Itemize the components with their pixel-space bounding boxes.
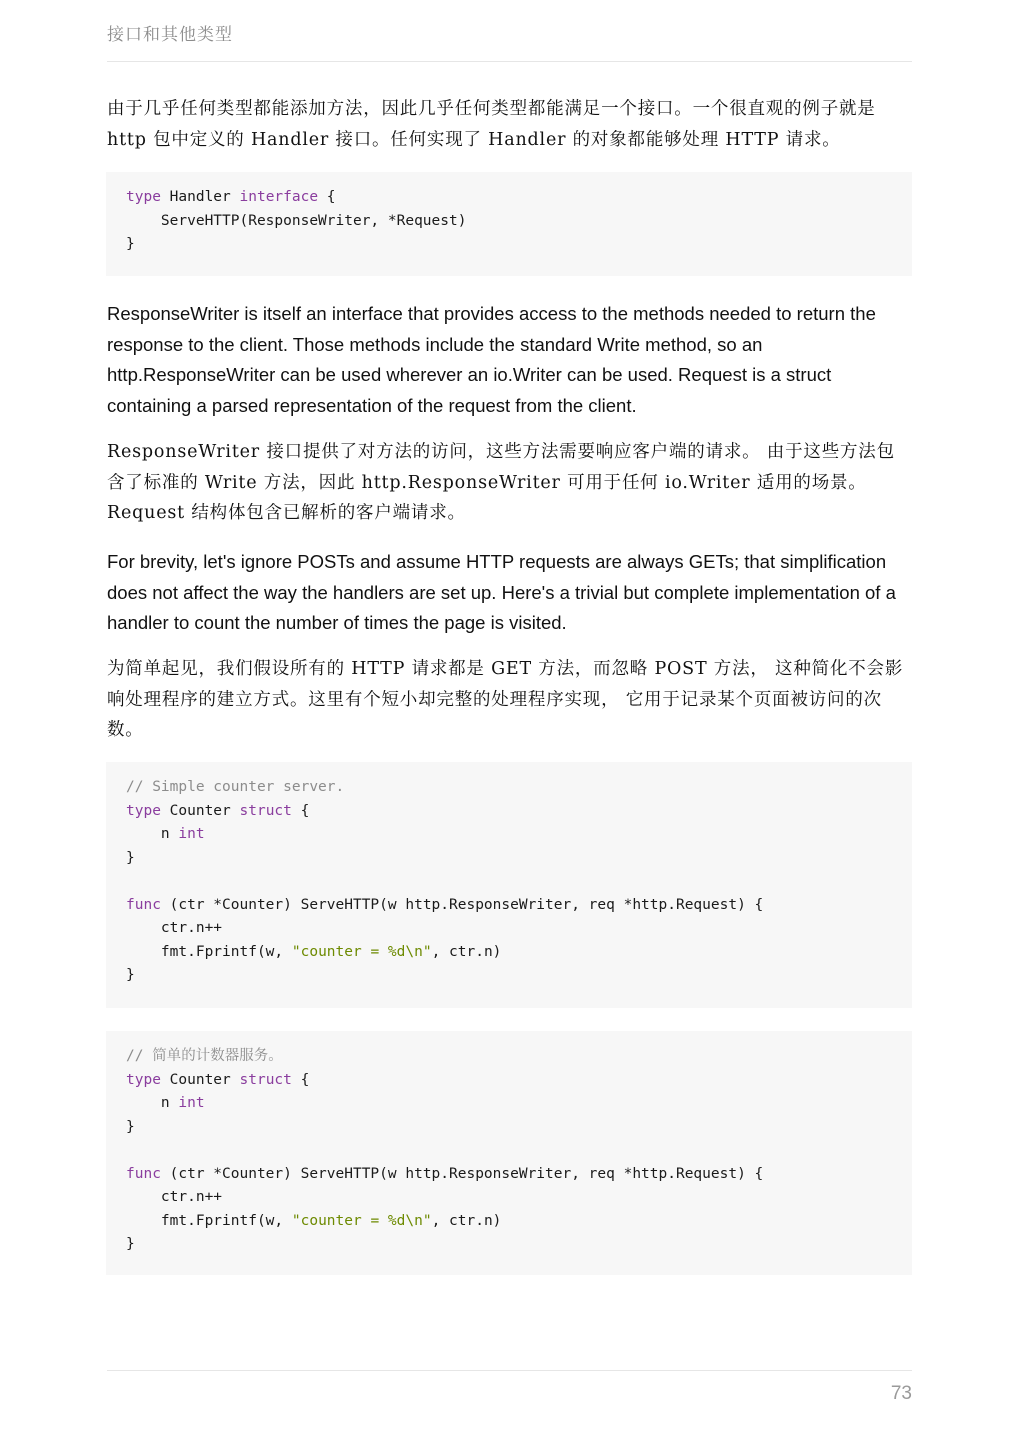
code-block-handler [106,172,912,276]
code-line [126,1210,892,1234]
page-header [107,22,912,62]
paragraph-brevity-en: For brevity, let's ignore POSTs and assume HTTP requests are always GETs; that simplification does not affect the way the handlers are set up. Here's a trivial but complete implementation of a handler to count the number of times the page is visited. [107,551,896,633]
code-text: (ctr *Counter) ServeHTTP(w http.ResponseWriter, req *http.Request) { [160,1165,764,1182]
code-blank-line [126,870,892,894]
code-line [126,941,892,965]
paragraph-responsewriter-zh: ResponseWriter 接口提供了对方法的访问，这些方法需要响应客户端的请求。 由于这些方法包含了标准的 Write 方法，因此 http.ResponseWriter 可用于任何 io.Writer 适用的场景。Request 结构体包含已解析的客户端请求。 [107,442,895,523]
code-keyword: struct [239,1071,292,1088]
paragraph-intro-zh: 由于几乎任何类型都能添加方法，因此几乎任何类型都能满足一个接口。一个很直观的例子就是 http 包中定义的 Handler 接口。任何实现了 Handler 的对象都能够处理 HTTP 请求。 [107,99,876,150]
code-keyword: int [178,826,205,842]
chapter-title: 接口和其他类型 [107,25,233,45]
code-keyword: int [178,1095,205,1111]
code-line: } [126,849,135,866]
code-keyword: type [126,1071,161,1088]
code-line [126,894,892,918]
paragraph-responsewriter-en: ResponseWriter is itself an interface that provides access to the methods needed to return the response to the client. Those methods include the standard Write method, so an http.ResponseWriter can be used wherever an io.Writer can be used. Request is a struct containing a parsed representation of the request from the client. [107,303,876,416]
code-line: } [126,1118,135,1135]
page-footer [107,1370,912,1404]
code-line [126,1163,892,1187]
code-line: ServeHTTP(ResponseWriter, *Request) [126,212,467,229]
code-text: { [318,189,336,205]
code-line [126,823,892,847]
code-keyword: type [126,802,161,819]
code-keyword: func [126,1165,161,1182]
code-text: { [291,802,310,819]
paragraph-brevity-zh: 为简单起见，我们假设所有的 HTTP 请求都是 GET 方法，而忽略 POST 方法， 这种简化不会影响处理程序的建立方式。这里有个短小却完整的处理程序实现， 它用于记录某个页面被访问的次数。 [107,659,904,740]
code-line [126,1069,892,1093]
code-text: (ctr *Counter) ServeHTTP(w http.ResponseWriter, req *http.Request) { [160,896,764,913]
code-text: { [291,1071,310,1088]
code-line [126,1092,892,1116]
code-line [126,800,892,824]
code-block-counter-en [106,762,912,1008]
code-line: ctr.n++ [126,920,223,936]
code-string: "counter = %d\n" [291,943,432,960]
code-text: fmt.Fprintf(w, [126,943,292,960]
code-keyword: struct [239,802,292,819]
code-block-counter-zh [106,1031,912,1275]
code-string: "counter = %d\n" [291,1212,432,1229]
code-keyword: type [126,189,161,205]
code-text: Counter [160,802,240,819]
code-text: , ctr.n) [431,1212,502,1229]
code-line: ctr.n++ [126,1189,223,1205]
code-text: n [126,1095,179,1111]
code-blank-line [126,1139,892,1163]
code-text: n [126,826,179,842]
code-text: fmt.Fprintf(w, [126,1212,292,1229]
code-line: } [126,1236,135,1252]
code-keyword: func [126,896,161,913]
code-text: Handler [160,189,240,205]
code-keyword: interface [239,189,319,205]
code-text: , ctr.n) [431,943,502,960]
page-number: 73 [890,1383,912,1404]
code-text: Counter [160,1071,240,1088]
code-comment: // 简单的计数器服务。 [126,1048,283,1064]
code-line: } [126,236,135,252]
code-line: } [126,967,135,983]
code-comment: // Simple counter server. [126,779,345,795]
code-line [126,186,892,210]
